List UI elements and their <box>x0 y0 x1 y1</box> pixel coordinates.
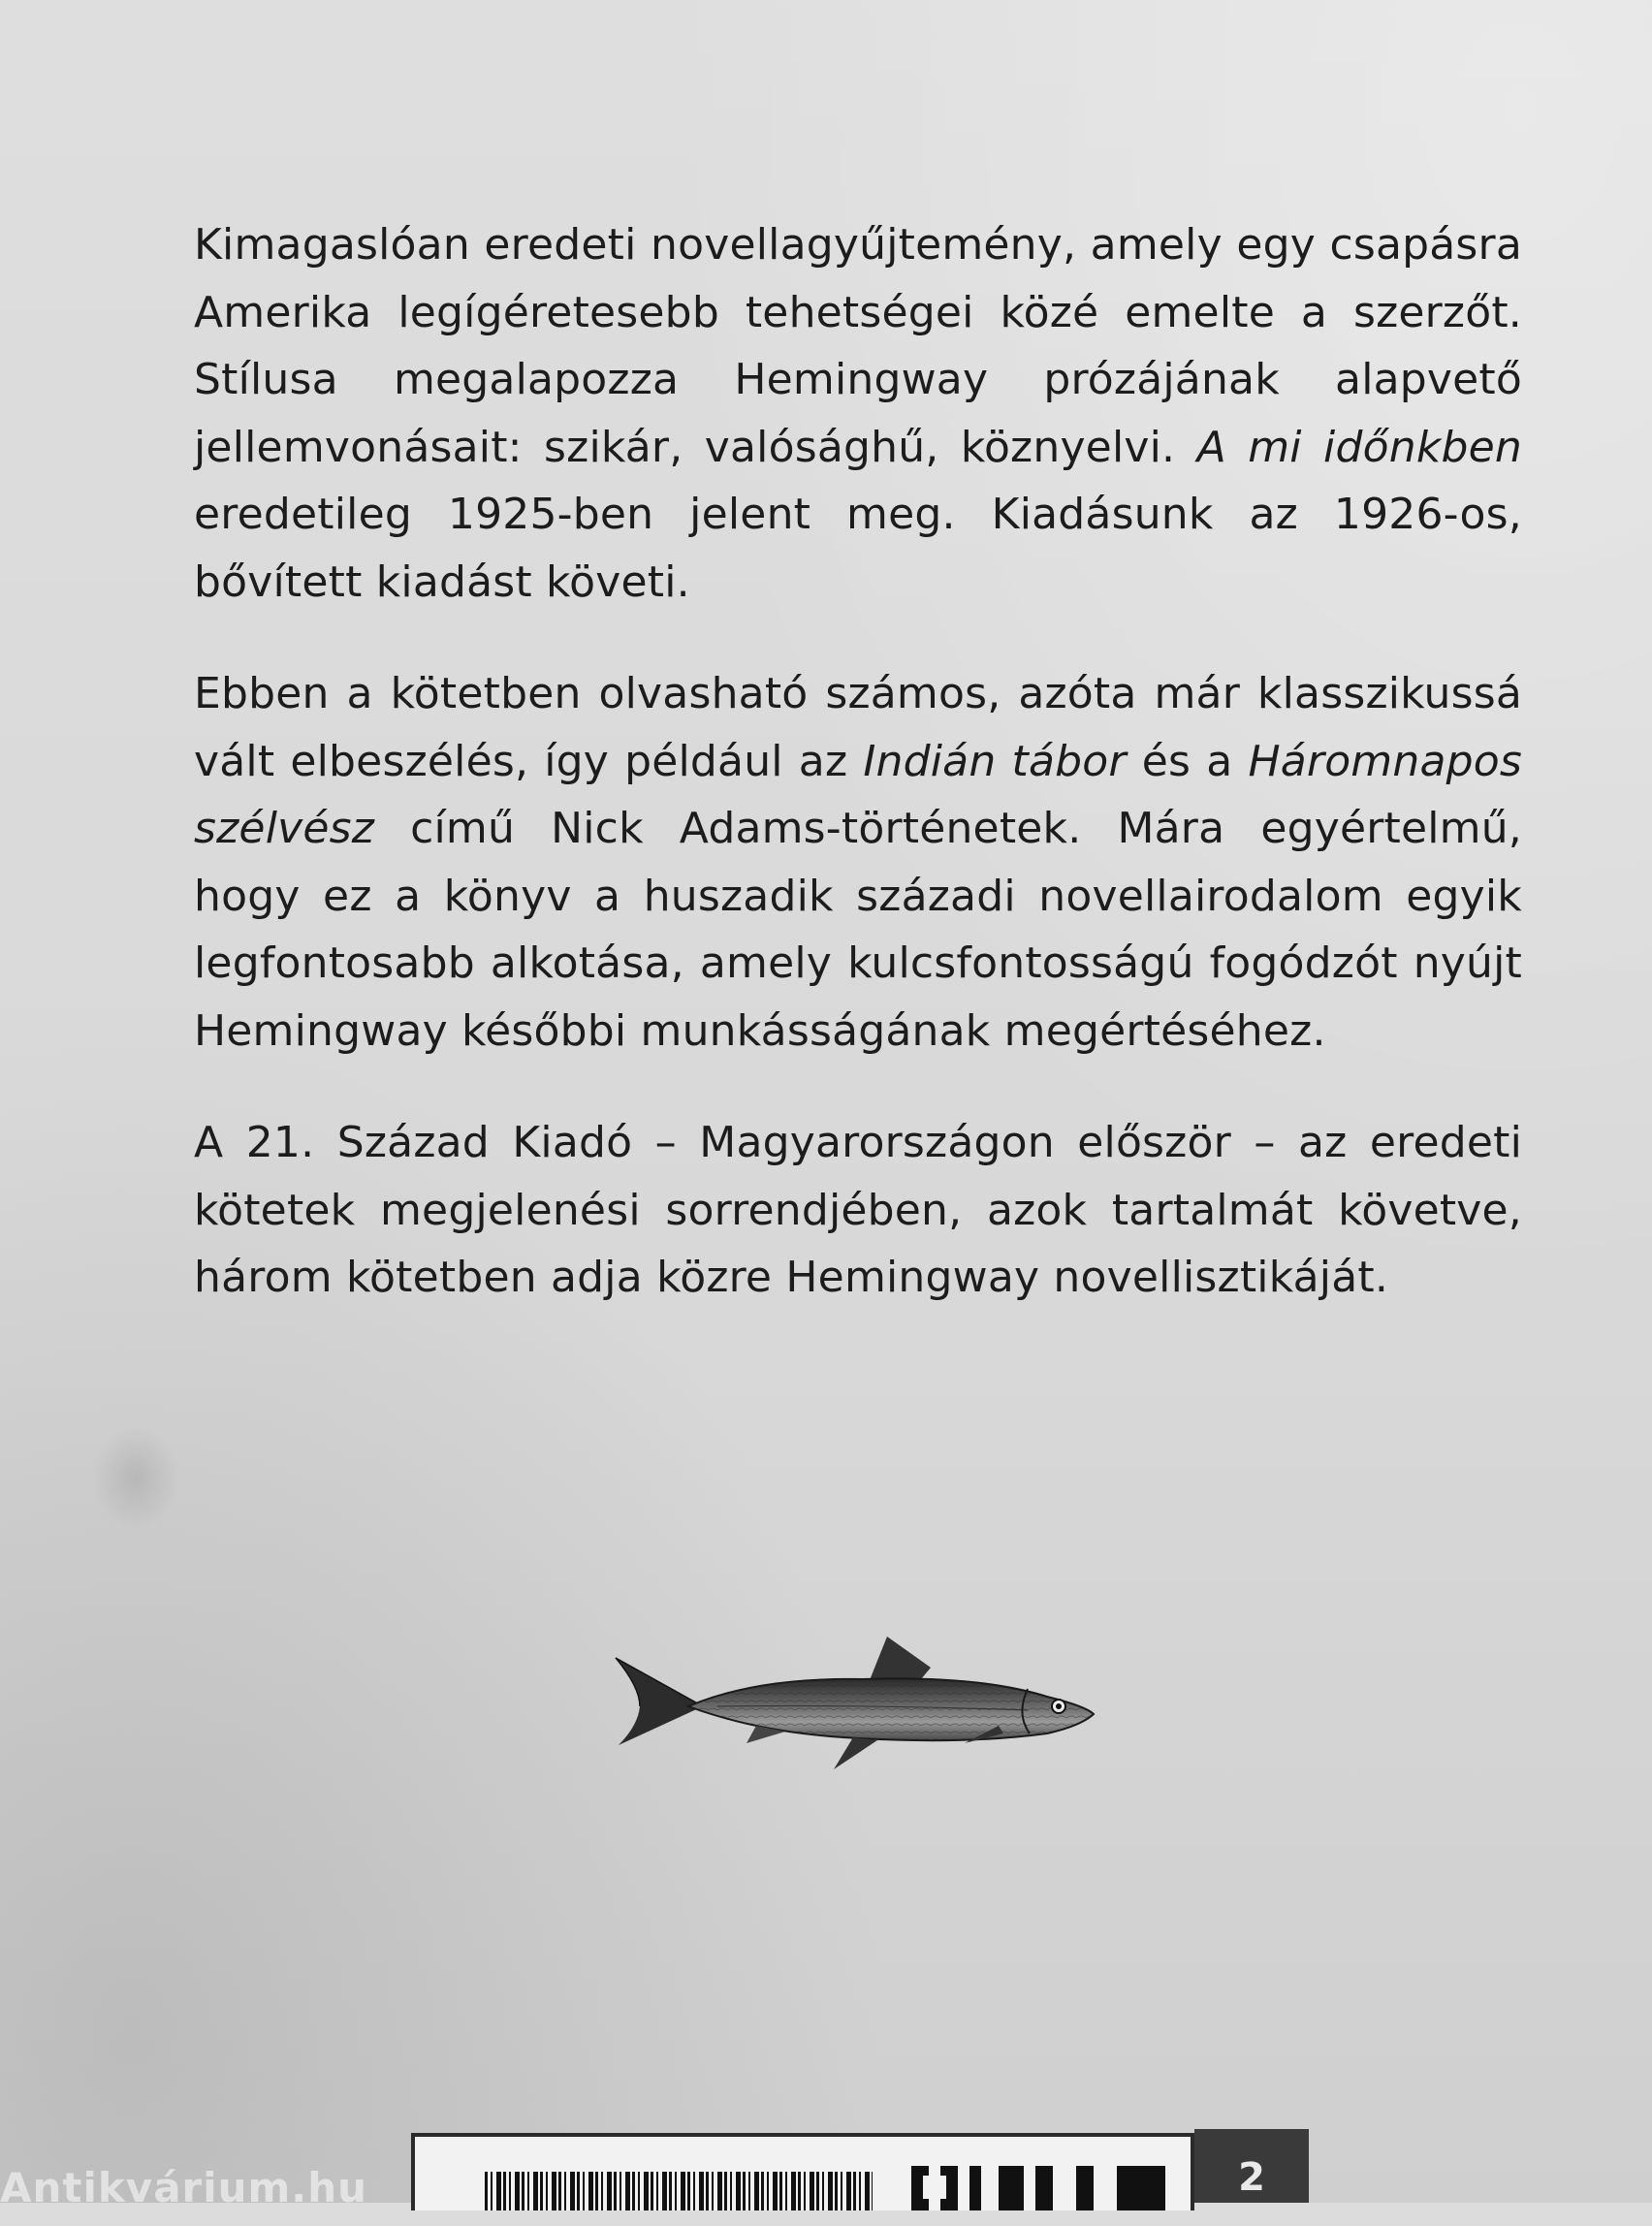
blurb-paragraph-2 <box>194 660 1522 1065</box>
watermark: Antikvárium.hu <box>0 2164 368 2211</box>
series-tab: 2 <box>1194 2129 1309 2203</box>
paragraph-1-text-a: Kimagaslóan eredeti novellagyűjtemény, amely egy csapásra Amerika legígéretesebb tehetségei közé emelte a szerzőt. Stílusa megalapozza Hemingway prózájának alapvető jellemvonásait: szikár, valósághű, köznyelvi. <box>194 220 1522 472</box>
story-title-three-day-blow: Háromnapos szélvész <box>194 736 1522 853</box>
story-title-indian-camp: Indián tábor <box>863 736 1127 786</box>
qr-code-icon <box>911 2166 1165 2210</box>
blurb-paragraph-3: A 21. Század Kiadó – Magyarországon először – az eredeti kötetek megjelenési sorrendjében, azok tartalmát követve, három kötetben adja közre Hemingway novellisztikáját. <box>194 1118 1522 1302</box>
blurb <box>194 211 1522 1312</box>
paper-smudge <box>92 1425 179 1532</box>
paragraph-2-text-b: és a <box>1126 736 1249 786</box>
qr-finder-pattern <box>923 2176 946 2199</box>
fish-icon <box>611 1629 1115 1784</box>
barcode-label <box>411 2133 1194 2210</box>
paragraph-2-text-a: Ebben a kötetben olvasható számos, azóta már klasszikussá vált elbeszélés, így például az <box>194 669 1522 786</box>
blurb-paragraph-1 <box>194 211 1522 616</box>
paragraph-2-text-c: című Nick Adams-történetek. Mára egyértelmű, hogy ez a könyv a huszadik századi novellairodalom egyik legfontosabb alkotása, amely kulcsfontosságú fogódzót nyújt Hemingway későbbi munkásságának megértéséhez. <box>194 804 1522 1056</box>
book-title-italic: A mi időnkben <box>1196 422 1522 472</box>
paragraph-1-text-b: eredetileg 1925-ben jelent meg. Kiadásunk az 1926-os, bővített kiadást követi. <box>194 490 1522 607</box>
barcode-icon <box>485 2172 873 2210</box>
